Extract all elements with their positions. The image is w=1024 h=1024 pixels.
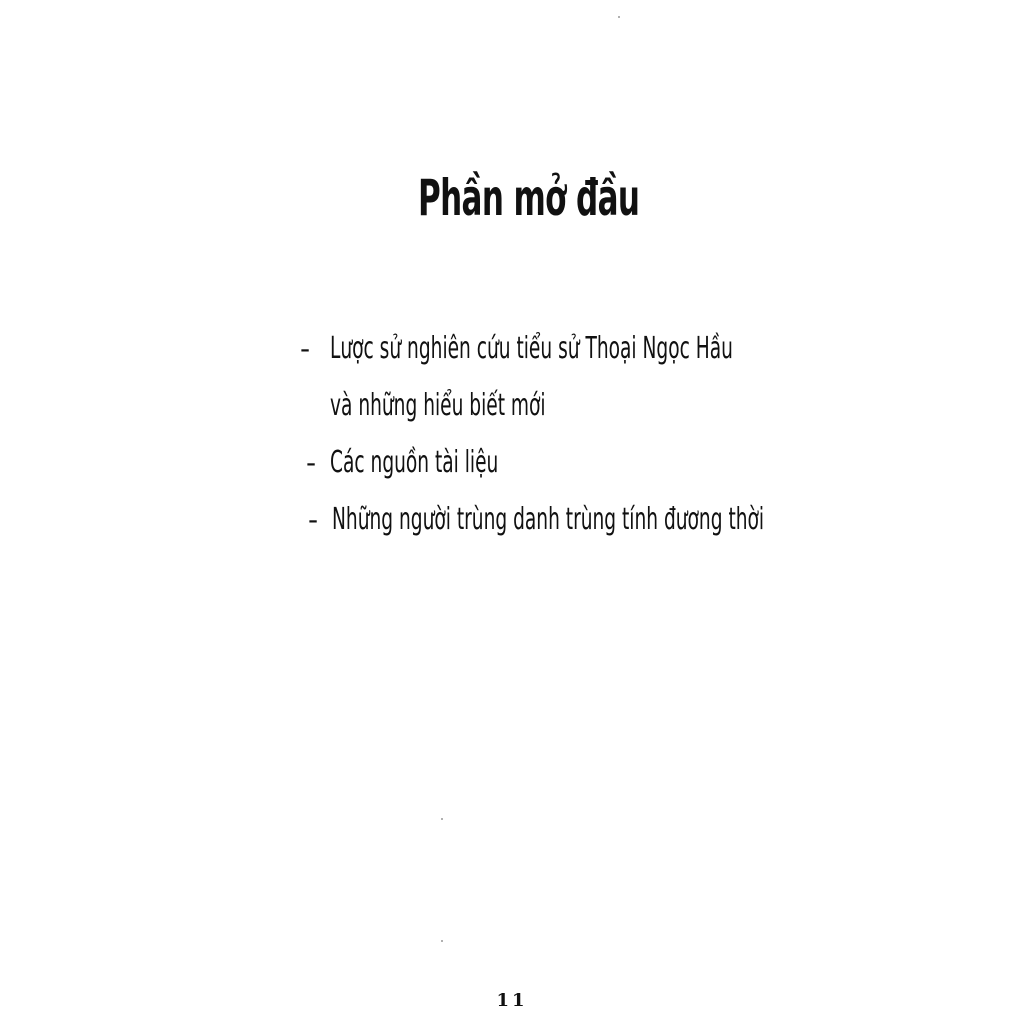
toc-item-text: Các nguồn tài liệu xyxy=(330,445,499,480)
chapter-title: Phần mở đầu xyxy=(418,169,640,227)
table-of-contents xyxy=(300,320,940,548)
toc-item xyxy=(300,434,940,491)
toc-bullet: - xyxy=(300,332,311,365)
toc-item-text: Những người trùng danh trùng tính đương thời xyxy=(332,502,765,537)
toc-bullet: - xyxy=(306,446,317,479)
page-number: 11 xyxy=(496,990,528,1011)
scan-speck xyxy=(618,16,620,18)
scan-speck xyxy=(441,818,443,820)
toc-item xyxy=(300,491,940,548)
toc-item-text-continued: và những hiểu biết mới xyxy=(330,388,546,423)
scan-speck xyxy=(441,940,443,942)
toc-item-text: Lược sử nghiên cứu tiểu sử Thoại Ngọc Hầu xyxy=(330,331,733,366)
toc-bullet: - xyxy=(308,503,319,536)
toc-item xyxy=(300,320,940,434)
